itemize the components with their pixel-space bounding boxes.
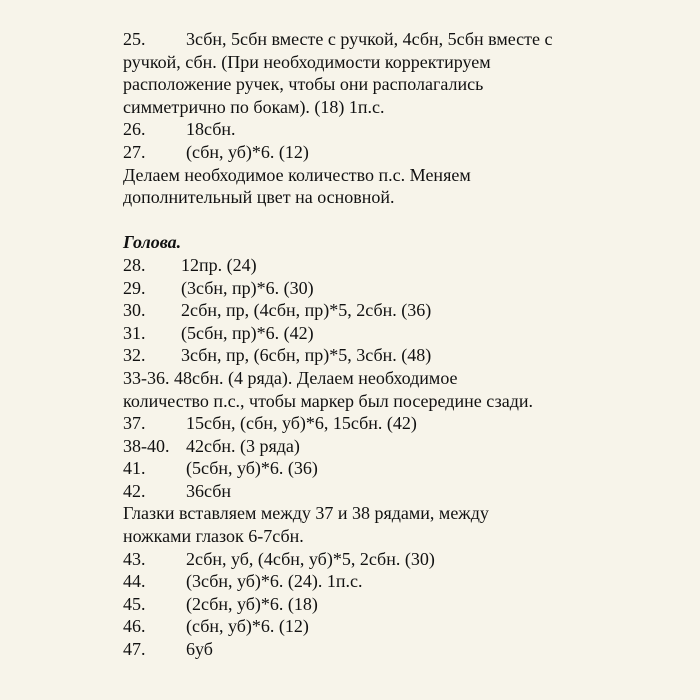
- round-33-36: 33-36. 48сбн. (4 ряда). Делаем необходимое: [123, 367, 458, 388]
- round-33-36-continuation: количество п.с., чтобы маркер был посередине сзади.: [123, 390, 534, 411]
- round-28: [123, 254, 700, 277]
- round-instruction: (сбн, уб)*6. (12): [186, 141, 309, 162]
- round-number: 37.: [123, 413, 146, 434]
- round-instruction: (3сбн, уб)*6. (24). 1п.с.: [186, 571, 363, 592]
- round-number: 46.: [123, 616, 146, 637]
- round-31: [123, 322, 700, 345]
- round-number: 42.: [123, 480, 146, 501]
- round-instruction: 3сбн, 5сбн вместе с ручкой, 4сбн, 5сбн вместе с: [186, 29, 553, 49]
- round-instruction: 15сбн, (сбн, уб)*6, 15сбн. (42): [186, 413, 417, 434]
- round-instruction: (сбн, уб)*6. (12): [186, 616, 309, 637]
- round-25-continuation: ручкой, сбн. (При необходимости корректируем: [123, 51, 491, 72]
- round-number: 47.: [123, 639, 146, 660]
- round-instruction: (2сбн, уб)*6. (18): [186, 593, 318, 614]
- round-25: [123, 28, 700, 51]
- eyes-note: ножками глазок 6-7сбн.: [123, 526, 304, 547]
- round-instruction: 3сбн, пр, (6сбн, пр)*5, 3сбн. (48): [181, 345, 432, 366]
- round-number: 31.: [123, 322, 146, 343]
- round-26: [123, 118, 700, 141]
- body-note: дополнительный цвет на основной.: [123, 187, 395, 208]
- round-41: [123, 457, 700, 480]
- round-37: [123, 412, 700, 435]
- round-instruction: 6уб: [186, 639, 213, 660]
- round-instruction: 12пр. (24): [181, 254, 257, 275]
- round-number: 43.: [123, 548, 146, 569]
- round-44: [123, 570, 700, 593]
- round-instruction: 2сбн, уб, (4сбн, уб)*5, 2сбн. (30): [186, 548, 435, 569]
- round-instruction: (3сбн, пр)*6. (30): [181, 277, 314, 298]
- round-instruction: 18сбн.: [186, 119, 236, 140]
- round-47: [123, 638, 700, 661]
- body-note: Делаем необходимое количество п.с. Меняем: [123, 164, 471, 185]
- round-number: 30.: [123, 300, 146, 321]
- eyes-note: Глазки вставляем между 37 и 38 рядами, между: [123, 503, 489, 524]
- round-instruction: (5сбн, уб)*6. (36): [186, 458, 318, 479]
- round-25-continuation: симметрично по бокам). (18) 1п.с.: [123, 96, 385, 117]
- round-46: [123, 615, 700, 638]
- round-43: [123, 548, 700, 571]
- round-30: [123, 299, 700, 322]
- round-instruction: (5сбн, пр)*6. (42): [181, 322, 314, 343]
- round-instruction: 42сбн. (3 ряда): [186, 435, 300, 456]
- round-number: 41.: [123, 458, 146, 479]
- section-gap: [123, 209, 700, 232]
- round-32: [123, 344, 700, 367]
- section-heading: Голова.: [123, 232, 182, 253]
- round-number: 25.: [123, 29, 146, 49]
- round-42: [123, 480, 700, 503]
- round-29: [123, 277, 700, 300]
- round-number: 44.: [123, 571, 146, 592]
- round-number: 28.: [123, 254, 146, 275]
- round-number: 32.: [123, 345, 146, 366]
- round-number: 29.: [123, 277, 146, 298]
- round-instruction: 2сбн, пр, (4сбн, пр)*5, 2сбн. (36): [181, 300, 432, 321]
- round-number: 27.: [123, 141, 146, 162]
- round-number: 45.: [123, 593, 146, 614]
- round-25-continuation: расположение ручек, чтобы они располагались: [123, 74, 484, 95]
- round-45: [123, 593, 700, 616]
- round-38-40: [123, 435, 700, 458]
- round-number: 26.: [123, 119, 146, 140]
- round-instruction: 36сбн: [186, 480, 231, 501]
- round-number: 38-40.: [123, 435, 170, 456]
- round-27: [123, 141, 700, 164]
